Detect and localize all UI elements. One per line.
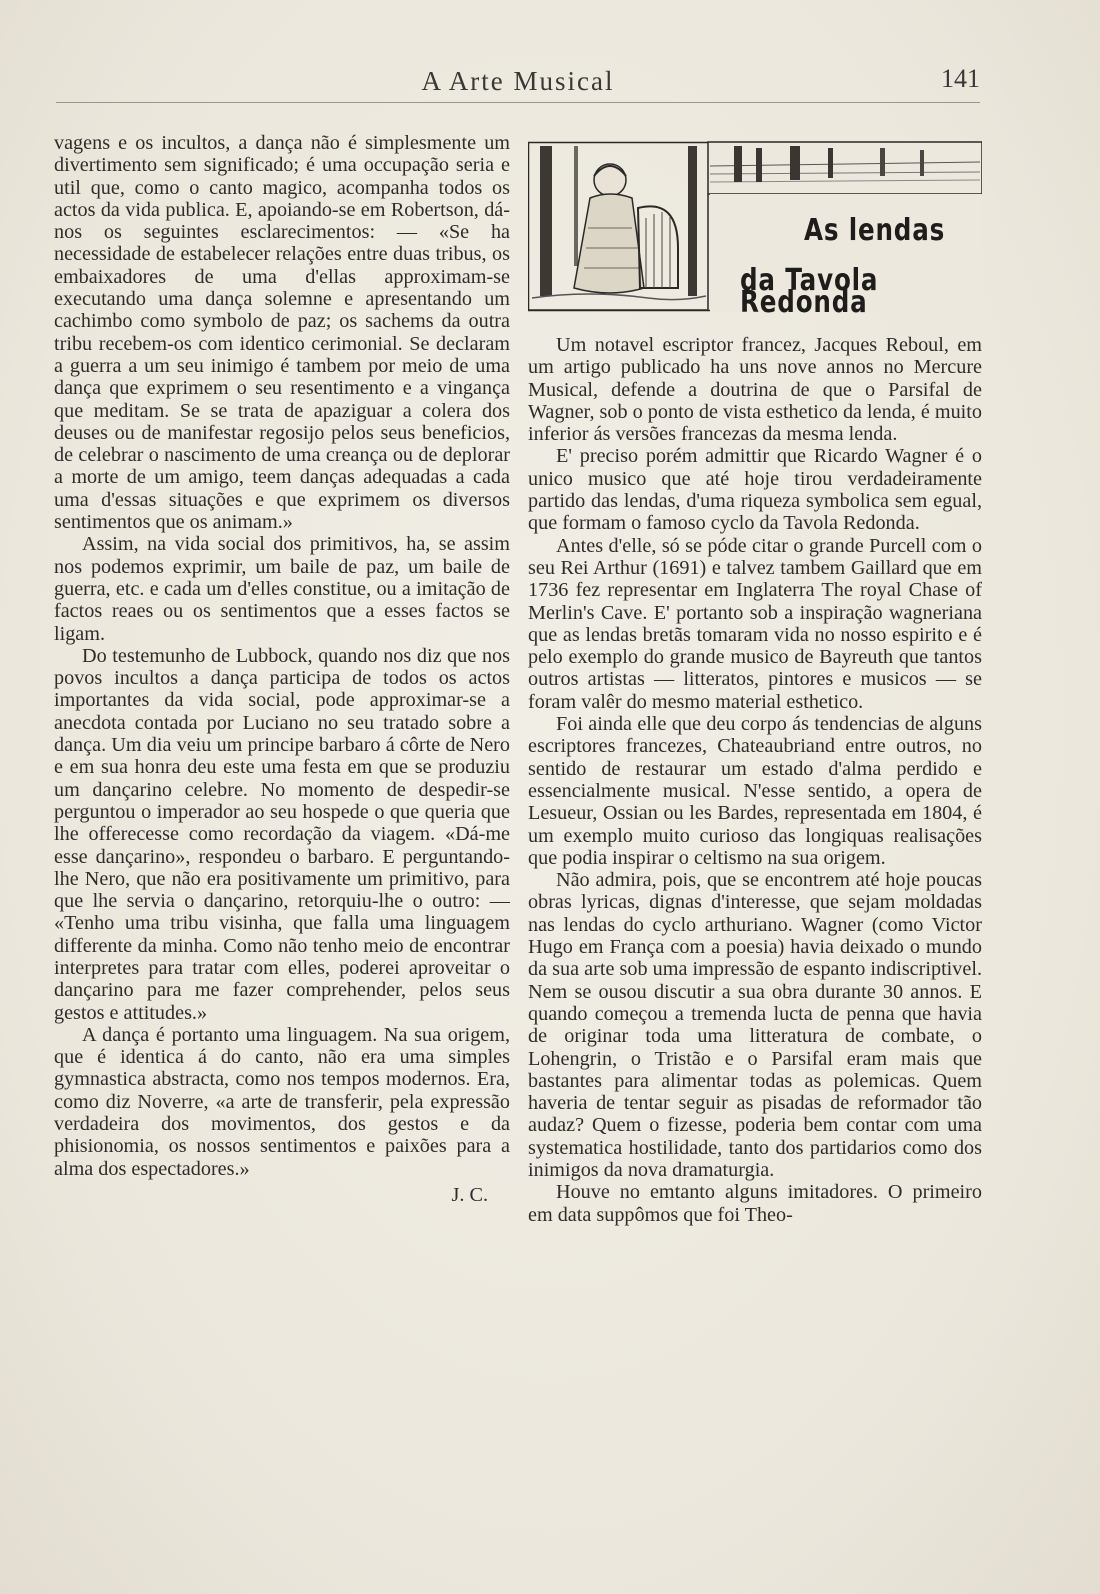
paragraph: E' preciso porém admittir que Ricardo Wagner é o unico musico que até hoje tirou verdadeiramente partido das lendas, d'uma riqueza symbolica sem egual, que formam o famoso cyclo da Tavola Redonda. <box>528 445 982 535</box>
article-title-line2: da Tavola Redonda <box>740 263 879 321</box>
paragraph: Um notavel escriptor francez, Jacques Reboul, em um artigo publicado ha uns nove annos no Mercure Musical, defende a doutrina de que o Parsifal de Wagner, sob o ponto de vista esthetico da lenda, é muito inferior ás versões francezas da mesma lenda. <box>528 334 982 446</box>
paragraph: Foi ainda elle que deu corpo ás tendencias de alguns escriptores francezes, Chateaubriand entre outros, no sentido de restaurar um estado d'alma perdido e essencialmente musical. N'esse sentido, a opera de Lesueur, Ossian ou les Bardes, representada em 1804, é um exemplo muito curioso das longiquas realisações que podia inspirar o celtismo na sua origem. <box>528 713 982 869</box>
paragraph: vagens e os incultos, a dança não é simplesmente um divertimento sem significado; é uma occupação seria e util que, como o canto magico, acompanha todos os actos da vida publica. E, apoiando-se em Robertson, dá-nos os seguintes esclarecimentos: — «Se ha necessidade de estabelecer relações entre duas tribus, os embaixadores de uma d'ellas approximam-se executando uma dança solemne e apresentando um cachimbo como symbolo de paz; os sachems da outra tribu recebem-os com identico cerimonial. Se declaram a guerra a um seu inimigo é tambem por meio de uma dança que exprimem o seu resentimento e a vingança que meditam. Se se trata de apaziguar a colera dos deuses ou de manifestar regosijo pelos seus beneficios, de celebrar o nascimento de uma creança ou de deplorar a morte de um amigo, teem danças adequadas a cada uma d'essas situações e que exprimem os diversos sentimentos que os animam.» <box>54 132 510 534</box>
article-title-line1: As lendas <box>804 213 946 248</box>
article-illustration <box>528 138 982 321</box>
right-column <box>528 132 982 1226</box>
paragraph: Houve no emtanto alguns imitadores. O primeiro em data suppômos que foi Theo- <box>528 1181 982 1226</box>
left-column <box>54 132 510 1206</box>
paragraph: Assim, na vida social dos primitivos, ha, se assim nos podemos exprimir, um baile de paz, um baile de guerra, etc. e cada um d'elles constitue, ou a imitação de factos reaes ou os sentimentos que a esses factos se ligam. <box>54 533 510 645</box>
signature: J. C. <box>451 1183 488 1206</box>
journal-title: A Arte Musical <box>421 66 615 96</box>
page-number: 141 <box>941 64 980 93</box>
paragraph: Antes d'elle, só se póde citar o grande Purcell com o seu Rei Arthur (1691) e talvez tambem Gaillard que em 1736 fez representar em Inglaterra The royal Chase of Merlin's Cave. E' portanto sob a inspiração wagneriana que as lendas bretãs tomaram vida no nosso espirito e é pelo exemplo do grande musico de Bayreuth que tantos outros artistas — litteratos, pintores e musicos — se foram valêr do mesmo material esthetico. <box>528 534 982 713</box>
header-rule <box>56 102 980 103</box>
paragraph: Não admira, pois, que se encontrem até hoje poucas obras lyricas, dignas d'interesse, que sejam moldadas nas lendas do cyclo arthuriano. Wagner (como Victor Hugo em França com a poesia) havia deixado o mundo da sua arte sob uma impressão de espanto indiscriptivel. Nem se ousou discutir a sua obra durante 30 annos. E quando começou a tremenda lucta de penna que havia de originar toda uma litteratura de combate, o Lohengrin, o Tristão e o Parsifal eram mais que bastantes para alimentar todas as polemicas. Quem haveria de tentar seguir as pisadas de reformador tão audaz? Quem o fizesse, poderia bem contar com uma systematica hostilidade, tanto dos partidarios como dos inimigos da nova dramaturgia. <box>528 869 982 1181</box>
paragraph: Do testemunho de Lubbock, quando nos diz que nos povos incultos a dança participa de todos os actos importantes da vida social, pode approximar-se a anecdota contada por Luciano no seu tratado sobre a dança. Um dia veiu um principe barbaro á côrte de Nero e em sua honra deu este uma festa em que se produziu um dançarino celebre. No momento de despedir-se perguntou o imperador ao seu hospede o que queria que lhe offerecesse como recordação da viagem. «Dá-me esse dançarino», respondeu o barbaro. E perguntando-lhe Nero, que não era positivamente um primitivo, para que lhe servia o dançarino, retorquiu-lhe o outro: — «Tenho uma tribu visinha, que falla uma linguagem differente da minha. Como não tenho meio de encontrar interpretes para tratar com elles, poderei aproveitar o dançarino para me fazer comprehender, pelos seus gestos e attitudes.» <box>54 644 510 1024</box>
running-header <box>56 62 980 102</box>
paragraph: A dança é portanto uma linguagem. Na sua origem, que é identica á do canto, não era uma simples gymnastica abstracta, como nos tempos modernos. Era, como diz Noverre, «a arte de transferir, pela expressão verdadeira dos movimentos, dos gestos e da phisionomia, os nossos sentimentos e paixões para a alma dos espectadores.» <box>54 1023 510 1180</box>
